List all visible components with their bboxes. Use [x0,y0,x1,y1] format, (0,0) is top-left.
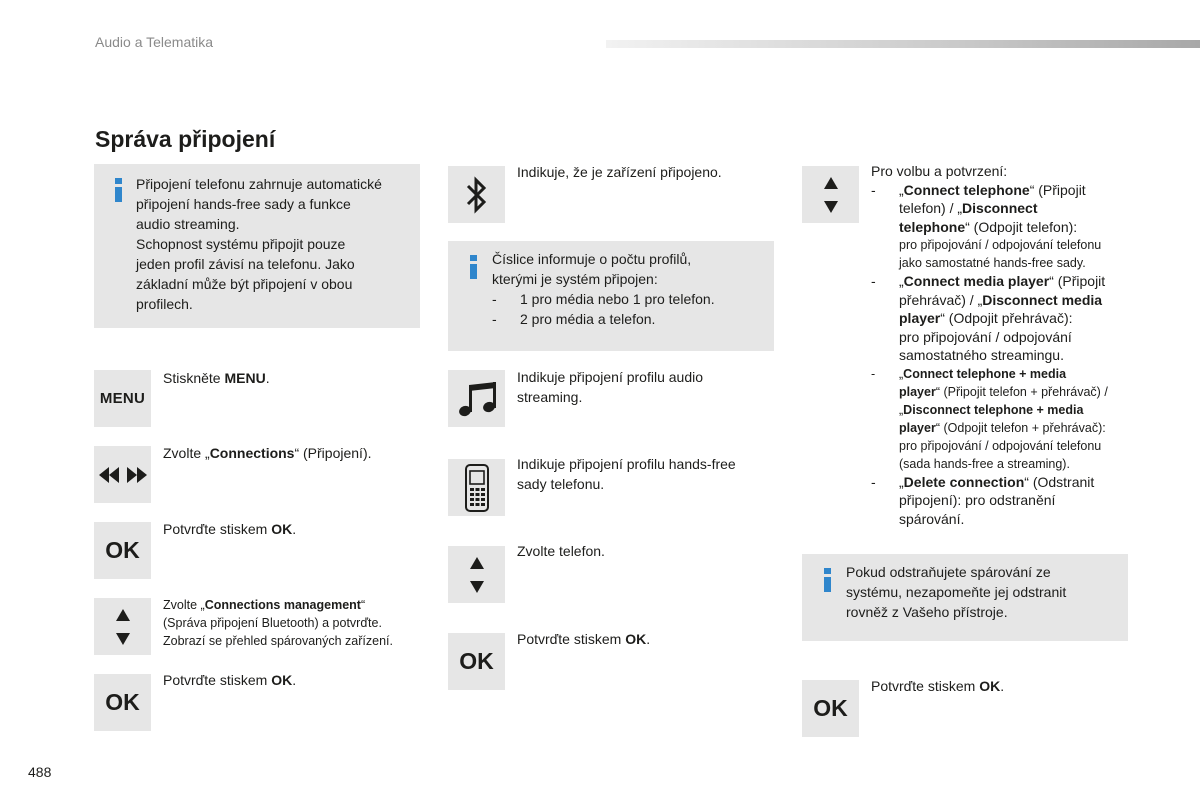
info-box-connection [94,164,420,328]
list-item: - 2 pro média a telefon. [492,311,656,327]
up-down-button[interactable] [448,546,505,603]
info-line: systému, nezapomeňte jej odstranit [846,584,1067,600]
step-select-connections: Zvolte „Connections“ (Připojení). [163,445,372,461]
up-down-button[interactable] [802,166,859,223]
ok-button[interactable]: OK [802,680,859,737]
info-line: jeden profil závisí na telefonu. Jako [136,256,355,272]
header-section-title: Audio a Telematika [95,34,214,50]
menu-button[interactable]: MENU [94,370,151,427]
info-line: připojení hands-free sady a funkce [136,196,351,212]
info-box-delete [802,554,1128,641]
info-line: Schopnost systému připojit pouze [136,236,346,252]
bluetooth-description: Indikuje, že je zařízení připojeno. [517,164,722,180]
info-line: Připojení telefonu zahrnuje automatické [136,176,382,192]
info-box-profiles [448,241,774,351]
ok-button[interactable]: OK [94,522,151,579]
ok-button[interactable]: OK [94,674,151,731]
page-title: Správa připojení [95,126,276,152]
up-down-button[interactable] [94,598,151,655]
step-confirm-ok: Potvrďte stiskem OK. [163,521,297,537]
page-number: 488 [28,764,52,780]
audio-indicator [448,370,505,427]
music-note-icon [455,379,499,419]
seek-arrows-icon [97,465,149,485]
seek-button[interactable] [94,446,151,503]
info-line: audio streaming. [136,216,240,232]
up-down-arrows-icon [116,609,130,645]
list-item: - „Delete connection“ (Odstranit [871,473,1095,490]
list-item: - „Connect media player“ (Připojit [871,273,1106,289]
up-down-arrows-icon [824,177,838,213]
bluetooth-indicator [448,166,505,223]
handsfree-indicator [448,459,505,516]
handsfree-description: Indikuje připojení profilu hands-free sady telefonu. [517,456,736,492]
info-line: kterými je systém připojen: [492,271,658,287]
header-decorative-bar [606,40,1200,48]
options-list: Pro volbu a potvrzení: - „Connect telephone“ (Připojit telefon) / „Disconnect telephone“ (Odpojit telefon): pro připojování / odpojování telefonu jako samostatné hands-free sady. - „Connect media player“ (Připojit přehrávač) / „Disconnect media player“ (Odpojit přehrávač): pro připojování / odpojování samostatného streamingu. - „Connect telephone + media player“ (Připojit telefon + přehrávač) / „Disconnect telephone + media player“ (Odpojit telefon + přehrávač): pro připojování / odpojování telefonu (sada hands-free a streaming). - „Delete connection“ (Odstranit připojení): pro odstranění spárování. [871,162,1171,528]
list-item: - 1 pro média nebo 1 pro telefon. [492,291,715,307]
step-confirm-ok: Potvrďte stiskem OK. [871,678,1005,694]
step-select-phone: Zvolte telefon. [517,543,605,559]
list-item: - „Connect telephone“ (Připojit [871,181,1086,198]
info-line: rovněž z Vašeho přístroje. [846,604,1008,620]
bluetooth-icon [462,175,492,215]
step-press-menu: Stiskněte MENU. [163,370,270,386]
ok-button[interactable]: OK [448,633,505,690]
step-confirm-ok: Potvrďte stiskem OK. [517,631,651,647]
info-line: základní může být připojení v obou [136,276,353,292]
step-confirm-ok: Potvrďte stiskem OK. [163,672,297,688]
list-item: - „Connect telephone + media [871,366,1067,381]
info-line: Pokud odstraňujete spárování ze [846,564,1051,580]
audio-description: Indikuje připojení profilu audio streaming. [517,369,704,405]
info-line: Číslice informuje o počtu profilů, [492,251,692,267]
up-down-arrows-icon [470,557,484,593]
info-line: profilech. [136,296,193,312]
mobile-phone-icon [464,463,490,513]
options-intro: Pro volbu a potvrzení: [871,163,1008,179]
step-connections-management: Zvolte „Connections management“ (Správa připojení Bluetooth) a potvrďte. Zobrazí se přehled spárovaných zařízení. [163,598,393,648]
